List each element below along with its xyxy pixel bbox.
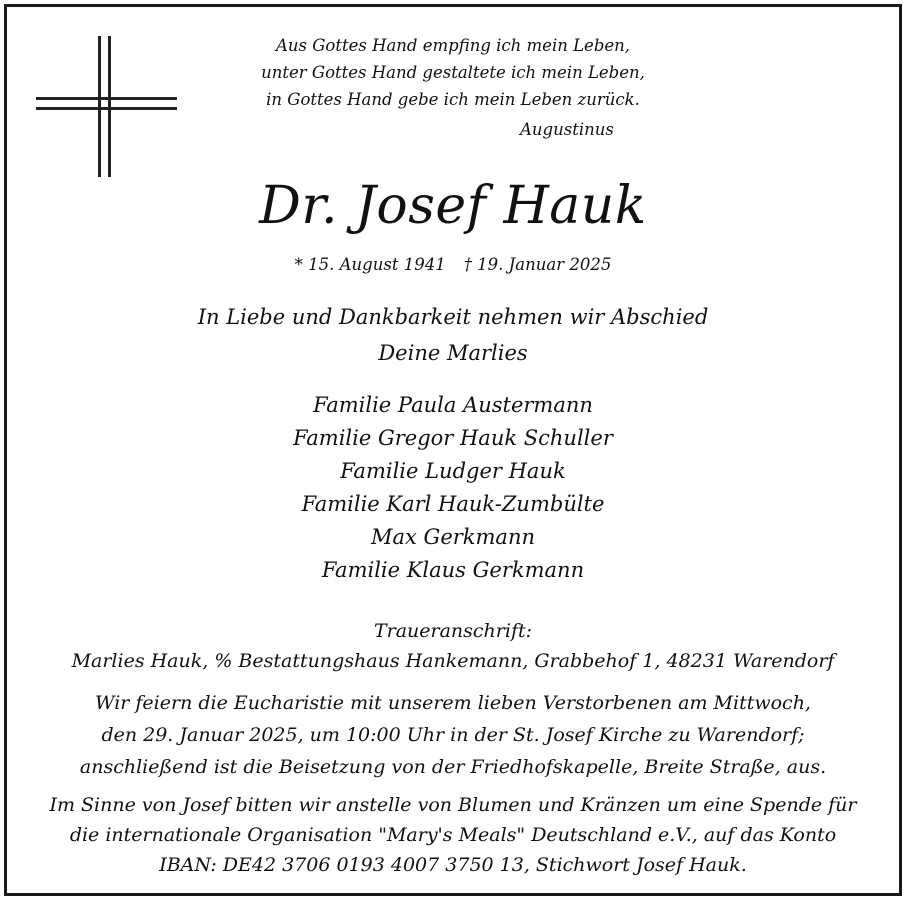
motto-author: Augustinus (520, 120, 614, 139)
family-name: Familie Ludger Hauk (340, 459, 566, 483)
donation-line-2: die internationale Organisation "Mary's Meals" Deutschland e.V., auf das Konto (69, 824, 837, 846)
service-line-1: Wir feiern die Eucharistie mit unserem lieben Verstorbenen am Mittwoch, (95, 692, 811, 714)
address-label: Traueranschrift: (373, 620, 533, 642)
family-name: Max Gerkmann (371, 525, 535, 549)
address-text: Marlies Hauk, % Bestattungshaus Hankemann, Grabbehof 1, 48231 Warendorf (71, 650, 835, 672)
motto-line-1: Aus Gottes Hand empfing ich mein Leben, (275, 36, 631, 55)
death-date: † 19. Januar 2025 (463, 255, 612, 274)
donation-line-3: IBAN: DE42 3706 0193 4007 3750 13, Stichwort Josef Hauk. (159, 854, 747, 876)
service-line-3: anschließend ist die Beisetzung von der Friedhofskapelle, Breite Straße, aus. (79, 756, 827, 778)
service-line-2: den 29. Januar 2025, um 10:00 Uhr in der St. Josef Kirche zu Warendorf; (101, 724, 805, 746)
life-dates (0, 255, 906, 274)
farewell-line: In Liebe und Dankbarkeit nehmen wir Abschied (197, 305, 709, 329)
spouse-name: Deine Marlies (378, 341, 528, 365)
birth-date: * 15. August 1941 (294, 255, 446, 274)
deceased-name: Dr. Josef Hauk (259, 176, 647, 236)
family-name: Familie Gregor Hauk Schuller (293, 426, 613, 450)
motto-line-3: in Gottes Hand gebe ich mein Leben zurück. (266, 90, 640, 109)
motto-line-2: unter Gottes Hand gestaltete ich mein Leben, (261, 63, 645, 82)
family-name: Familie Paula Austermann (313, 393, 593, 417)
donation-line-1: Im Sinne von Josef bitten wir anstelle von Blumen und Kränzen um eine Spende für (49, 794, 857, 816)
family-name: Familie Klaus Gerkmann (321, 558, 585, 582)
family-name: Familie Karl Hauk-Zumbülte (301, 492, 605, 516)
cross-icon (36, 36, 177, 177)
